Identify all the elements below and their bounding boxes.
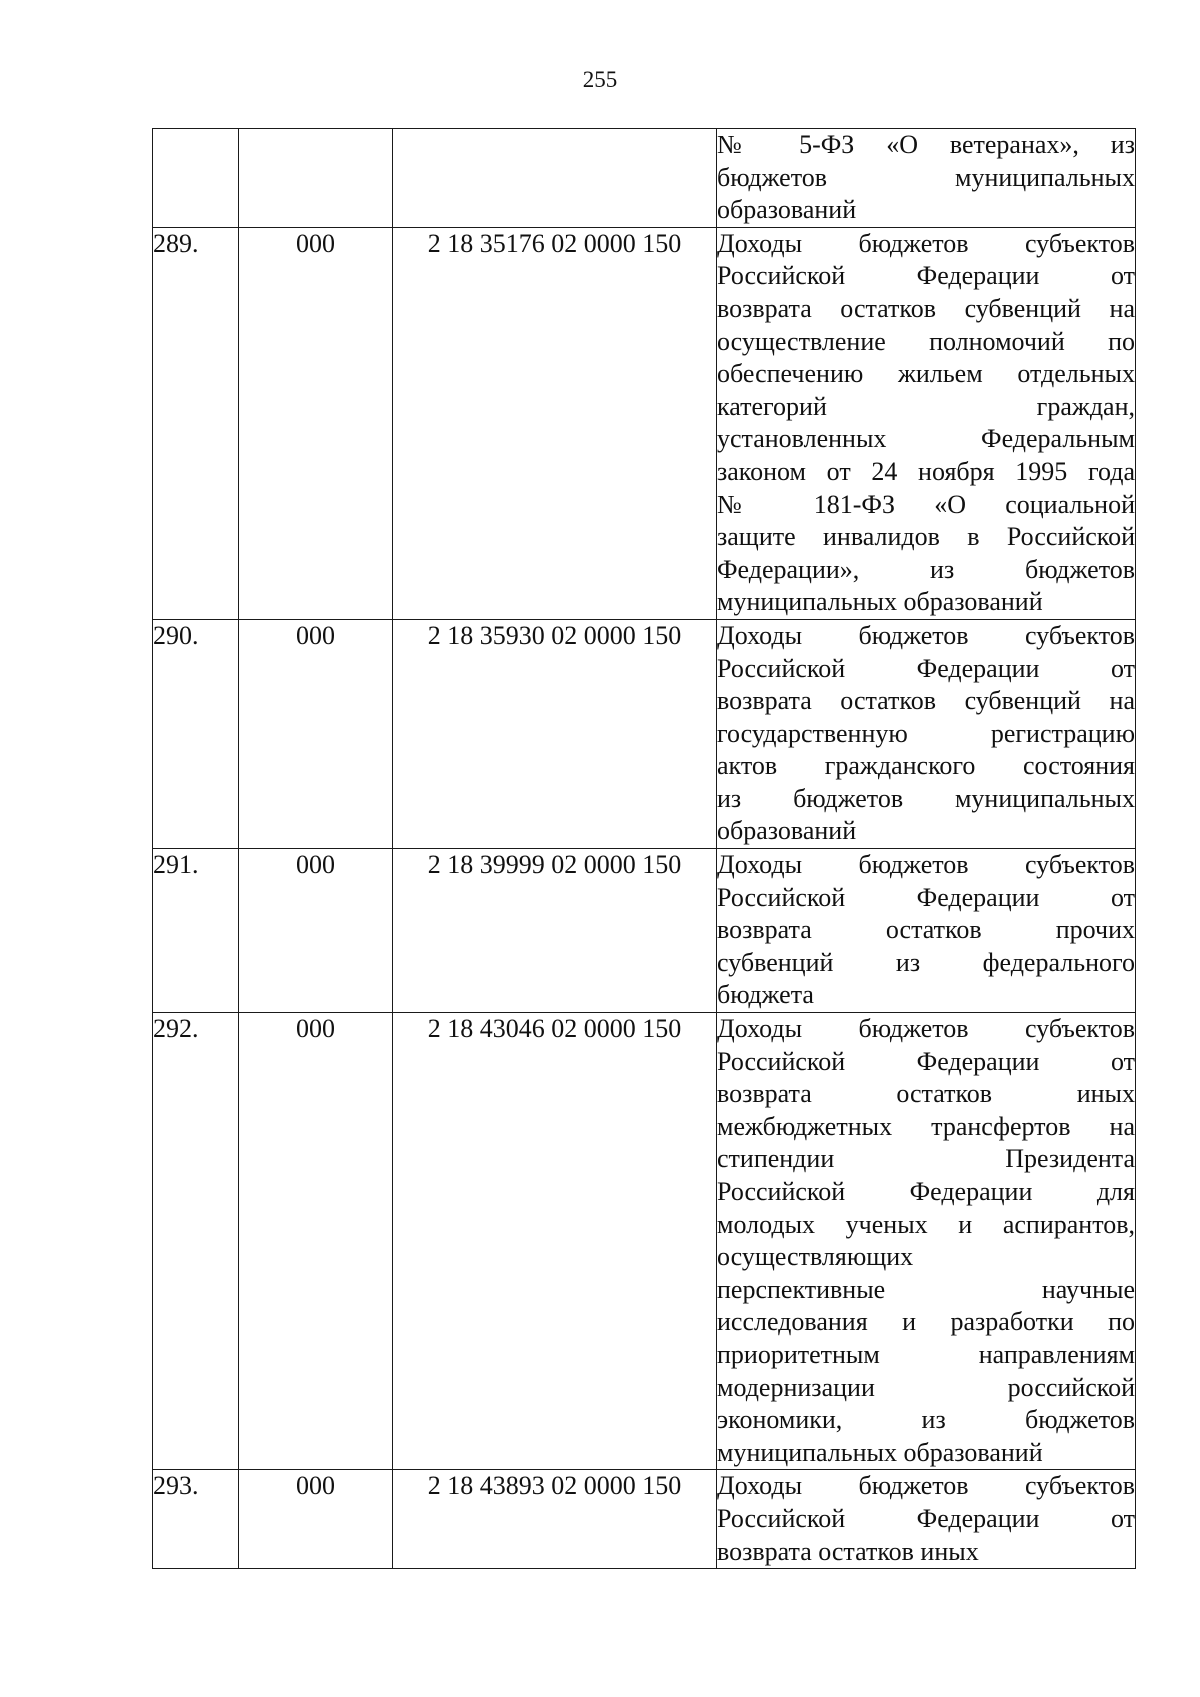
admin-code-cell: 000 <box>239 227 393 619</box>
row-number-cell <box>153 129 239 228</box>
admin-code-cell: 000 <box>239 619 393 848</box>
budget-classification-code-cell: 2 18 35930 02 0000 150 <box>393 619 717 848</box>
admin-code-cell: 000 <box>239 1013 393 1470</box>
budget-classification-code-cell: 2 18 43046 02 0000 150 <box>393 1013 717 1470</box>
page-number: 255 <box>582 67 618 92</box>
description-line: Российской Федерации от <box>717 261 1135 291</box>
table-row <box>153 619 1136 848</box>
description-line: возврата остатков иных <box>717 1536 979 1566</box>
description-line: стипендии Президента <box>717 1144 1135 1174</box>
description-line: Доходы бюджетов субъектов <box>717 850 1135 880</box>
description-line: осуществление полномочий по <box>717 326 1135 356</box>
description-line: Федерации», из бюджетов <box>717 554 1135 584</box>
row-number-cell: 291. <box>153 849 239 1013</box>
description-line: возврата остатков субвенций на <box>717 293 1135 323</box>
description-line: Доходы бюджетов субъектов <box>717 1471 1135 1501</box>
revenue-codes-table <box>152 128 1136 1569</box>
description-line: межбюджетных трансфертов на <box>717 1111 1135 1141</box>
description-line: государственную регистрацию <box>717 718 1135 748</box>
description-line: актов гражданского состояния <box>717 751 1135 781</box>
description-line: Российской Федерации от <box>717 882 1135 912</box>
budget-classification-code-cell <box>393 129 717 228</box>
admin-code-cell: 000 <box>239 1470 393 1569</box>
description-line: модернизации российской <box>717 1372 1135 1402</box>
description-line: Российской Федерации от <box>717 1503 1135 1533</box>
description-line: категорий граждан, <box>717 391 1135 421</box>
description-line: Доходы бюджетов субъектов <box>717 620 1135 650</box>
description-line: Российской Федерации для <box>717 1177 1135 1206</box>
description-line: муниципальных образований <box>717 587 1043 617</box>
description-line: возврата остатков иных <box>717 1079 1135 1109</box>
revenue-description-cell <box>717 619 1136 848</box>
description-line: возврата остатков прочих <box>717 915 1135 945</box>
description-line: защите инвалидов в Российской <box>717 522 1135 552</box>
budget-classification-code-cell: 2 18 35176 02 0000 150 <box>393 227 717 619</box>
revenue-description-cell <box>717 849 1136 1013</box>
table-row <box>153 1470 1136 1569</box>
description-line: № 5-ФЗ «О ветеранах», из <box>717 130 1135 159</box>
description-line: Российской Федерации от <box>717 1046 1135 1076</box>
table-row <box>153 129 1136 228</box>
admin-code-cell <box>239 129 393 228</box>
table-body <box>153 129 1136 1569</box>
revenue-description-cell <box>717 227 1136 619</box>
description-line: муниципальных образований <box>717 1437 1043 1467</box>
row-number-cell: 292. <box>153 1013 239 1470</box>
description-line: возврата остатков субвенций на <box>717 686 1135 716</box>
description-line: молодых ученых и аспирантов, <box>717 1209 1135 1239</box>
budget-classification-code-cell: 2 18 43893 02 0000 150 <box>393 1470 717 1569</box>
description-line: приоритетным направлениям <box>717 1339 1135 1369</box>
description-line: бюджета <box>717 980 814 1010</box>
table-row <box>153 1013 1136 1470</box>
description-line: Российской Федерации от <box>717 653 1135 683</box>
description-line: № 181-ФЗ «О социальной <box>717 489 1135 519</box>
table-row <box>153 227 1136 619</box>
description-line: образований <box>717 816 857 846</box>
revenue-description-cell <box>717 129 1136 228</box>
description-line: образований <box>717 195 857 225</box>
description-line: перспективные научные <box>717 1274 1135 1304</box>
budget-classification-code-cell: 2 18 39999 02 0000 150 <box>393 849 717 1013</box>
description-line: субвенций из федерального <box>717 947 1135 977</box>
revenue-description-cell <box>717 1013 1136 1470</box>
row-number-cell: 290. <box>153 619 239 848</box>
admin-code-cell: 000 <box>239 849 393 1013</box>
revenue-description-cell <box>717 1470 1136 1569</box>
description-line: из бюджетов муниципальных <box>717 783 1135 813</box>
description-line: установленных Федеральным <box>717 424 1135 454</box>
table-row <box>153 849 1136 1013</box>
description-line: бюджетов муниципальных <box>717 162 1135 192</box>
row-number-cell: 293. <box>153 1470 239 1569</box>
description-line: обеспечению жильем отдельных <box>717 359 1135 389</box>
description-line: Доходы бюджетов субъектов <box>717 228 1135 258</box>
description-line: исследования и разработки по <box>717 1307 1135 1337</box>
row-number-cell: 289. <box>153 227 239 619</box>
description-line: Доходы бюджетов субъектов <box>717 1014 1135 1044</box>
description-line: экономики, из бюджетов <box>717 1405 1135 1435</box>
description-line: осуществляющих <box>717 1242 914 1272</box>
description-line: законом от 24 ноября 1995 года <box>717 456 1135 486</box>
